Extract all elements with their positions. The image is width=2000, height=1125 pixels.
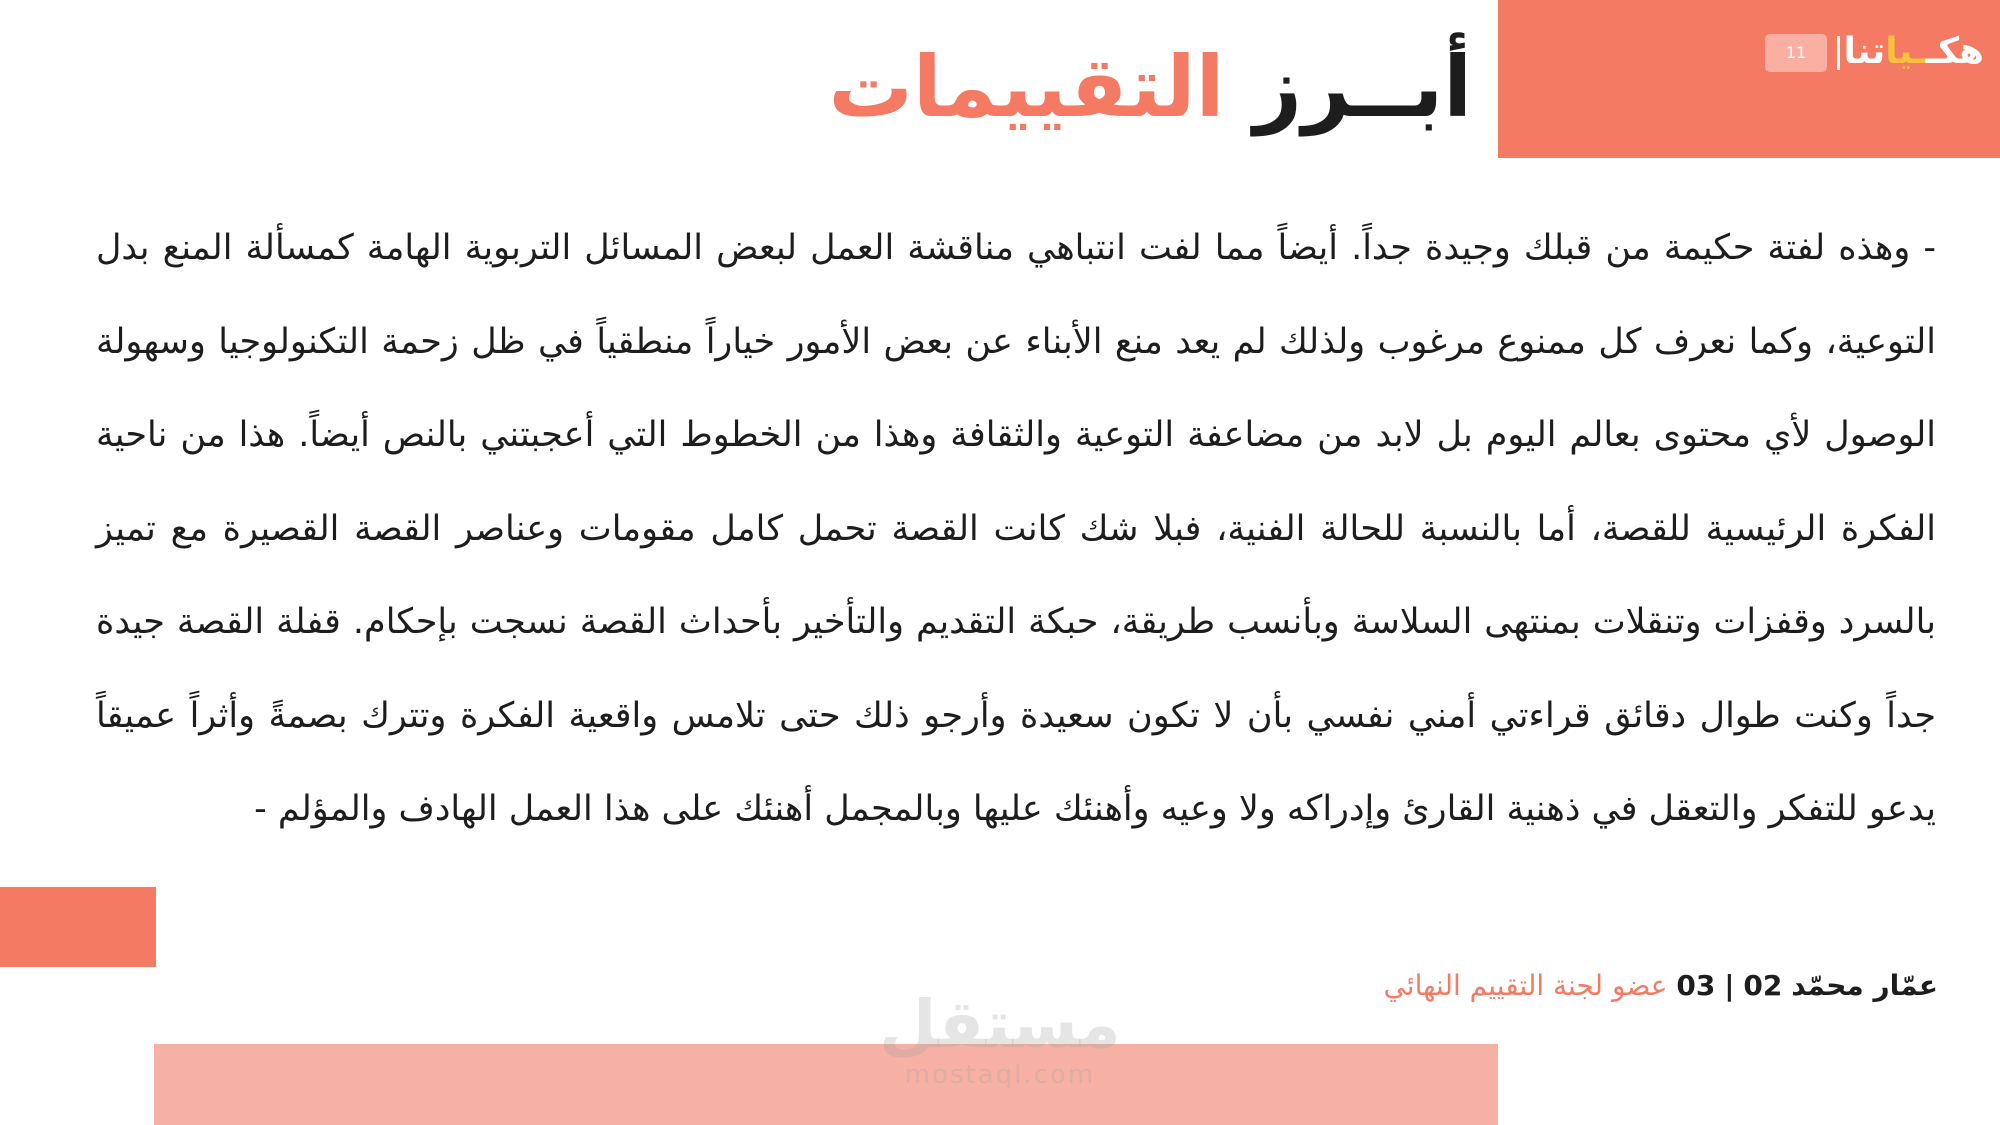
reviewer-name: عمّار محمّد [1791,969,1938,1002]
watermark-url: mostaql.com [904,1060,1096,1090]
reviewer-role: عضو لجنة التقييم النهائي [1383,969,1668,1002]
header-divider [1837,36,1840,70]
brand-logo [1843,22,1984,82]
watermark-logo-text: مستقل [879,986,1121,1063]
reviewer-signature [1383,960,1938,1012]
title-part1: أبــرز [1253,38,1472,136]
title-part2: التقييمات [828,38,1225,136]
reviewer-number-1: 02 [1743,969,1783,1002]
mostaql-watermark [860,986,1140,1100]
page-title [828,22,1472,152]
brand-logo-accent: ـيا [1885,31,1926,72]
left-accent-block [0,887,156,967]
page-number-badge: 11 [1765,34,1827,72]
reviewer-number-2: 03 [1676,969,1716,1002]
footer-bar [154,1044,1498,1125]
reviewer-separator: | [1724,969,1735,1002]
brand-logo-part1: هكـ [1925,31,1984,72]
brand-logo-part3: تنا [1843,31,1886,72]
review-paragraph: - وهذه لفتة حكيمة من قبلك وجيدة جداً. أيضاً مما لفت انتباهي مناقشة العمل لبعض المسائل التربوية الهامة كمسألة المنع بدل التوعية، وكما نعرف كل ممنوع مرغوب ولذلك لم يعد منع الأبناء عن بعض الأمور خياراً منطقياً في ظل زحمة التكنولوجيا وسهولة الوصول لأي محتوى بعالم اليوم بل لابد من مضاعفة التوعية والثقافة وهذا من الخطوط التي أعجبتني بالنص أيضاً. هذا من ناحية الفكرة الرئيسية للقصة، أما بالنسبة للحالة الفنية، فبلا شك كانت القصة تحمل كامل مقومات وعناصر القصة القصيرة مع تميز بالسرد وقفزات وتنقلات بمنتهى السلاسة وبأنسب طريقة، حبكة التقديم والتأخير بأحداث القصة نسجت بإحكام. قفلة القصة جيدة جداً وكنت طوال دقائق قراءتي أمني نفسي بأن لا تكون سعيدة وأرجو ذلك حتى تلامس واقعية الفكرة وتترك بصمةً وأثراً عميقاً يدعو للتفكر والتعقل في ذهنية القارئ وإدراكه ولا وعيه وأهنئك عليها وبالمجمل أهنئك على هذا العمل الهادف والمؤلم - [96,228,1936,829]
